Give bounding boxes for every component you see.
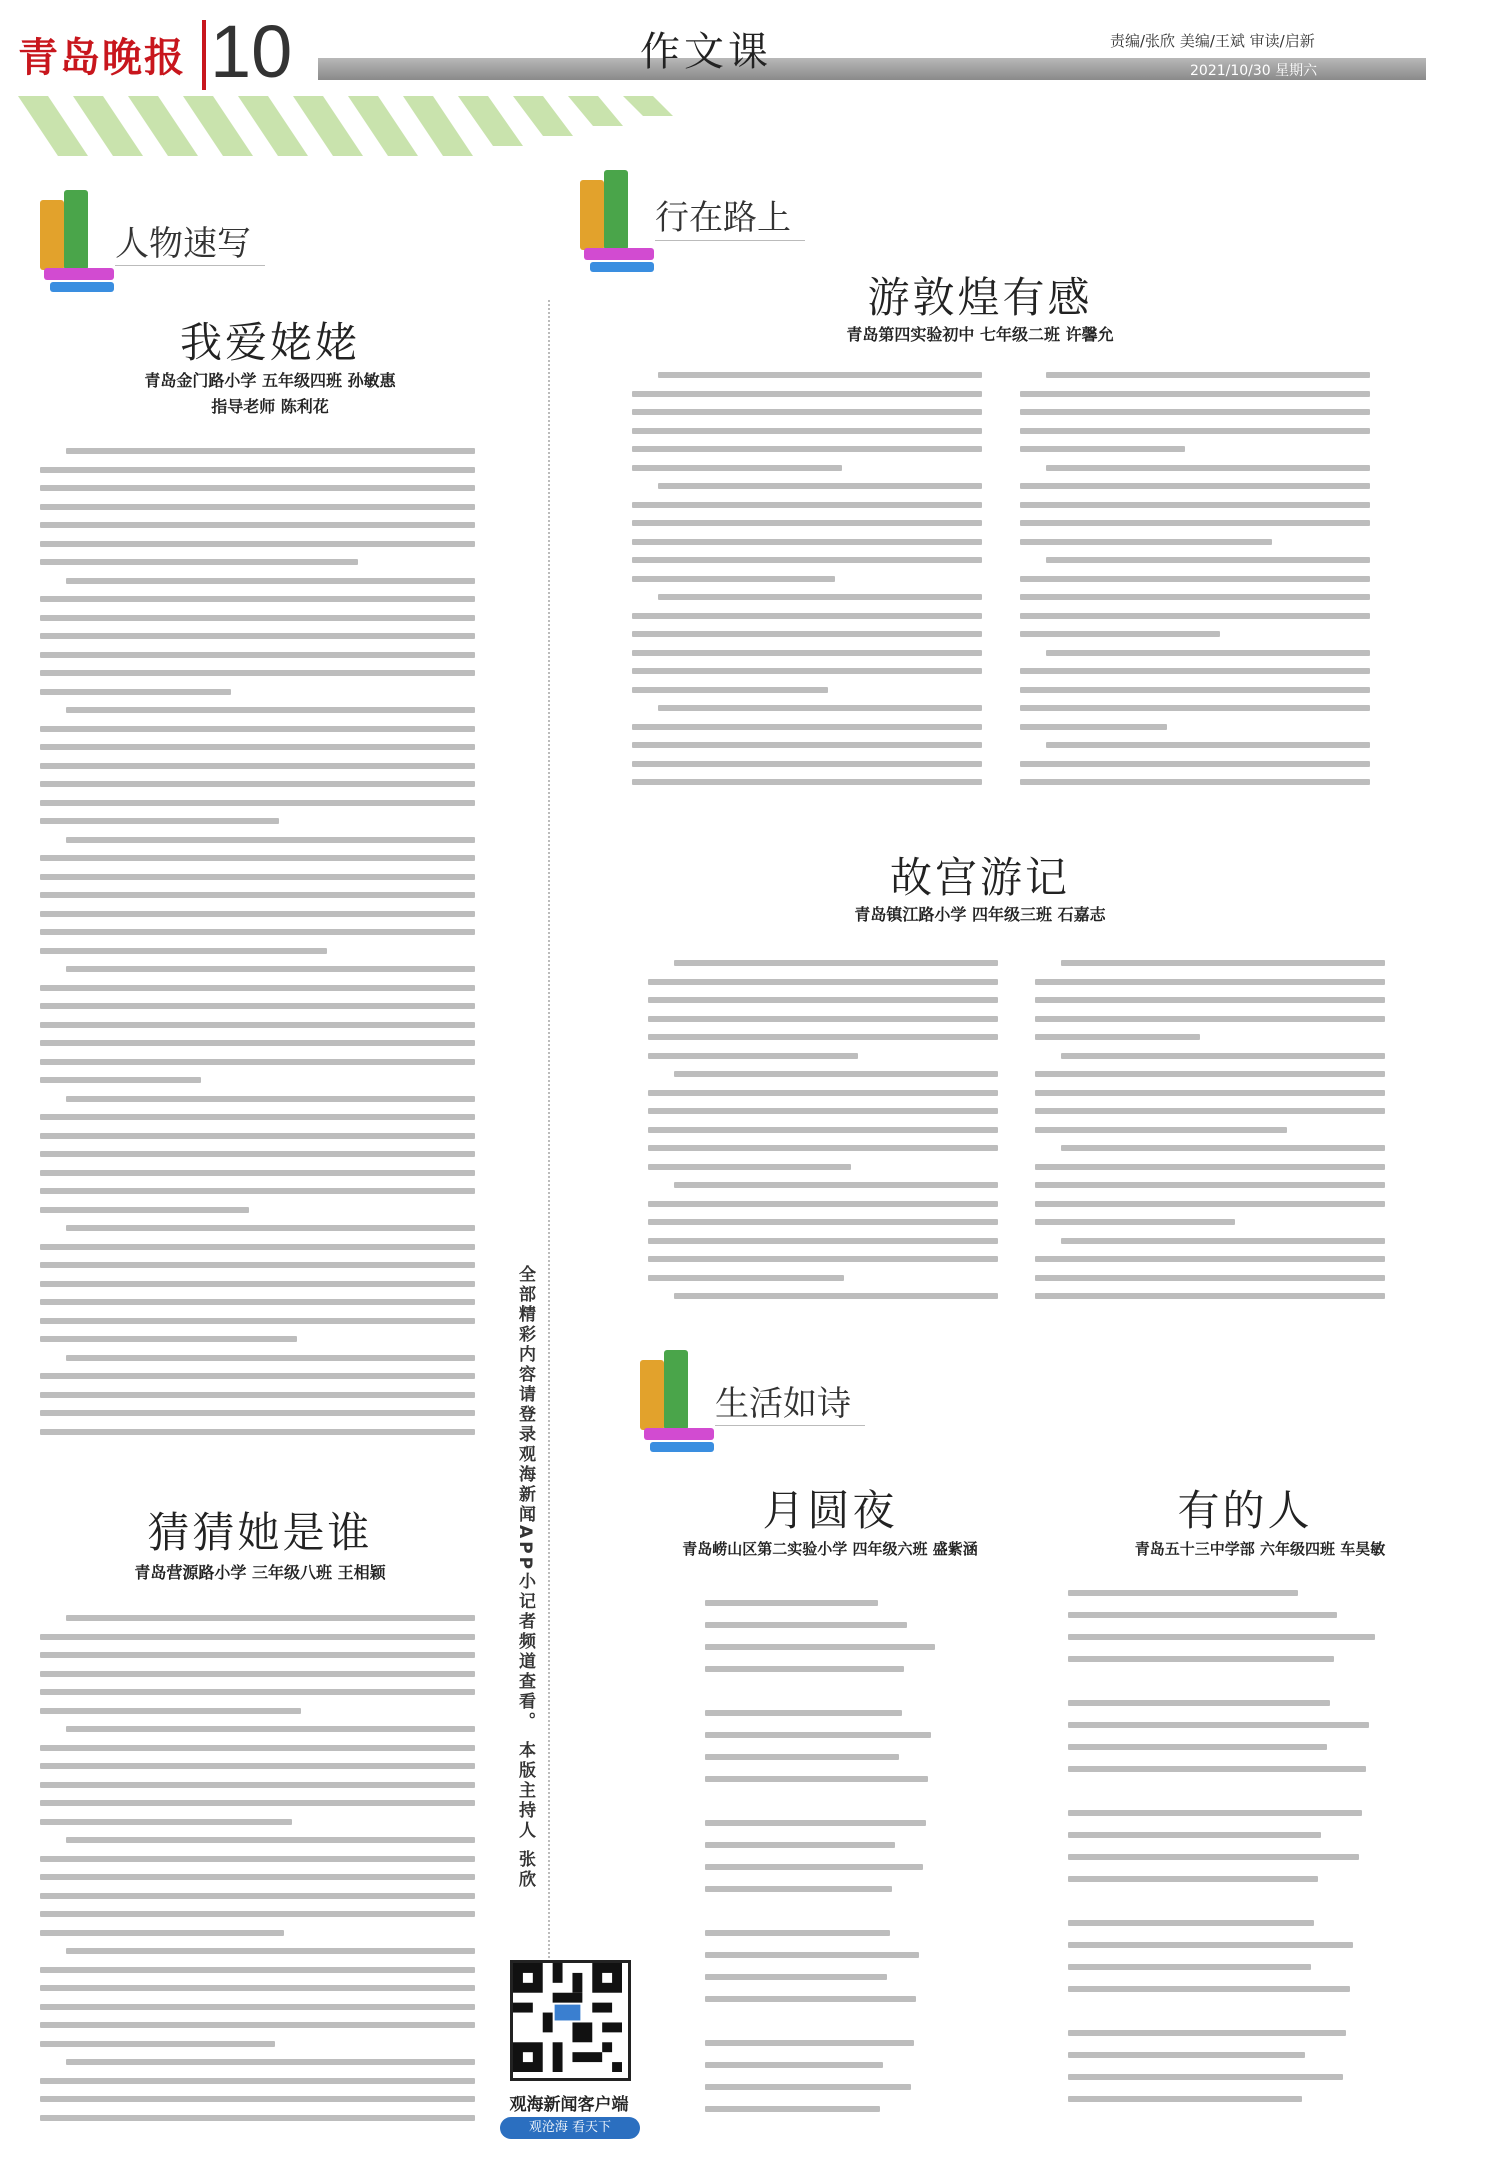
text-line — [1068, 1810, 1362, 1816]
text-line — [1035, 1293, 1385, 1299]
text-line — [1068, 1744, 1327, 1750]
text-line — [1046, 650, 1370, 656]
text-line — [40, 744, 475, 750]
text-line — [1020, 483, 1370, 489]
page-number: 10 — [210, 10, 293, 93]
book-icon — [640, 1360, 664, 1430]
text-line — [1068, 1942, 1353, 1948]
text-line — [40, 1262, 475, 1268]
text-line — [1046, 465, 1370, 471]
text-line — [66, 578, 475, 584]
app-download-button[interactable]: 观沧海 看天下 — [500, 2117, 640, 2139]
text-line — [40, 892, 475, 898]
text-line — [705, 1776, 928, 1782]
text-line — [40, 948, 327, 954]
text-line — [40, 1114, 475, 1120]
poem-body — [1068, 1590, 1388, 2130]
text-line — [1068, 2074, 1343, 2080]
text-line — [1020, 409, 1370, 415]
text-line — [1046, 372, 1370, 378]
book-icon — [604, 170, 628, 250]
text-line — [40, 2096, 475, 2102]
text-line — [40, 1022, 475, 1028]
text-line — [1020, 779, 1370, 785]
text-line — [1020, 446, 1185, 452]
newspaper-logo: 青岛晚报 — [18, 34, 186, 81]
article-byline: 青岛第四实验初中 七年级二班 许馨允 — [846, 325, 1114, 344]
section-label: 生活如诗 — [715, 1384, 851, 1424]
text-line — [40, 1782, 475, 1788]
text-line — [1020, 668, 1370, 674]
text-line — [632, 650, 982, 656]
article-title: 故宫游记 — [889, 853, 1070, 902]
book-icon — [650, 1442, 714, 1452]
text-line — [40, 689, 231, 695]
text-line — [705, 1710, 902, 1716]
text-line — [674, 960, 998, 966]
text-line — [1020, 576, 1370, 582]
text-line — [1046, 557, 1370, 563]
text-line — [632, 576, 835, 582]
article-body — [1020, 372, 1370, 792]
book-icon — [644, 1428, 714, 1440]
text-line — [1068, 1634, 1375, 1640]
text-line — [1035, 979, 1385, 985]
text-line — [1035, 1219, 1235, 1225]
text-line — [648, 1127, 998, 1133]
text-line — [40, 1299, 475, 1305]
text-line — [1068, 1766, 1366, 1772]
vertical-note: 全部精彩内容请登录观海新闻APP小记者频道查看。 本版主持人 张欣 — [515, 1265, 535, 1890]
text-line — [40, 1911, 475, 1917]
book-icon — [44, 268, 114, 280]
text-line — [632, 539, 982, 545]
text-line — [1068, 1964, 1311, 1970]
section-underline — [715, 1425, 865, 1426]
article-title: 我爱姥姥 — [179, 318, 360, 367]
text-line — [1035, 1016, 1385, 1022]
text-line — [632, 668, 982, 674]
text-line — [632, 391, 982, 397]
text-line — [40, 1800, 475, 1806]
text-line — [40, 1336, 297, 1342]
text-line — [40, 1040, 475, 1046]
text-line — [40, 1151, 475, 1157]
article-byline: 青岛营源路小学 三年级八班 王相颖 — [134, 1563, 386, 1582]
article-byline: 青岛金门路小学 五年级四班 孙敏惠 — [144, 371, 396, 390]
text-line — [1068, 1876, 1318, 1882]
text-line — [1035, 1127, 1287, 1133]
text-line — [40, 1652, 475, 1658]
book-icon — [584, 248, 654, 260]
text-line — [1068, 1832, 1321, 1838]
text-line — [648, 1219, 998, 1225]
text-line — [1068, 2096, 1302, 2102]
article-body — [648, 960, 998, 1300]
text-line — [1020, 705, 1370, 711]
article-body — [632, 372, 982, 792]
book-icon — [64, 190, 88, 270]
text-line — [1046, 742, 1370, 748]
text-line — [705, 1600, 878, 1606]
text-line — [648, 1145, 998, 1151]
text-line — [1035, 1090, 1385, 1096]
decorative-stripes — [18, 96, 778, 156]
page-section-title: 作文课 — [640, 29, 772, 75]
text-line — [1068, 1590, 1298, 1596]
text-line — [674, 1182, 998, 1188]
qr-code[interactable] — [510, 1960, 631, 2081]
text-line — [705, 1842, 895, 1848]
text-line — [632, 446, 982, 452]
text-line — [40, 2115, 475, 2121]
text-line — [648, 979, 998, 985]
text-line — [40, 541, 475, 547]
column-divider — [548, 300, 550, 2050]
book-icon — [664, 1350, 688, 1430]
text-line — [658, 594, 982, 600]
text-line — [648, 997, 998, 1003]
text-line — [648, 1275, 844, 1281]
text-line — [66, 2059, 475, 2065]
text-line — [1035, 1256, 1385, 1262]
text-line — [40, 1634, 475, 1640]
article-body — [1035, 960, 1385, 1300]
text-line — [40, 1281, 475, 1287]
book-icon — [590, 262, 654, 272]
text-line — [632, 687, 828, 693]
text-line — [40, 1745, 475, 1751]
text-line — [632, 613, 982, 619]
text-line — [705, 1644, 935, 1650]
text-line — [40, 1856, 475, 1862]
text-line — [40, 2022, 475, 2028]
text-line — [40, 1689, 475, 1695]
text-line — [632, 742, 982, 748]
text-line — [40, 1708, 301, 1714]
text-line — [632, 724, 982, 730]
text-line — [705, 1996, 916, 2002]
text-line — [1020, 594, 1370, 600]
text-line — [632, 557, 982, 563]
text-line — [40, 2004, 475, 2010]
qr-pattern-icon — [513, 1963, 622, 2072]
text-line — [1061, 1053, 1385, 1059]
text-line — [40, 929, 475, 935]
text-line — [632, 465, 842, 471]
section-badge-people — [30, 190, 270, 300]
text-line — [40, 2078, 475, 2084]
editor-credits: 责编/张欣 美编/王斌 审读/启新 — [1110, 32, 1315, 50]
text-line — [66, 1355, 475, 1361]
text-line — [40, 1059, 475, 1065]
text-line — [40, 874, 475, 880]
text-line — [40, 800, 475, 806]
text-line — [40, 985, 475, 991]
text-line — [40, 596, 475, 602]
text-line — [1035, 1071, 1385, 1077]
text-line — [705, 2062, 883, 2068]
text-line — [1020, 724, 1167, 730]
text-line — [705, 1666, 904, 1672]
text-line — [1020, 502, 1370, 508]
text-line — [1061, 960, 1385, 966]
text-line — [648, 1053, 858, 1059]
text-line — [40, 1763, 475, 1769]
text-line — [705, 1864, 923, 1870]
text-line — [40, 855, 475, 861]
text-line — [632, 779, 982, 785]
text-line — [1020, 631, 1220, 637]
text-line — [40, 1318, 475, 1324]
text-line — [40, 670, 475, 676]
text-line — [1020, 428, 1370, 434]
text-line — [1068, 1854, 1359, 1860]
text-line — [705, 1930, 890, 1936]
text-line — [40, 1819, 292, 1825]
text-line — [40, 633, 475, 639]
text-line — [632, 502, 982, 508]
text-line — [632, 409, 982, 415]
text-line — [1020, 761, 1370, 767]
text-line — [1068, 1986, 1350, 1992]
text-line — [1035, 1108, 1385, 1114]
text-line — [40, 1967, 475, 1973]
article-title: 游敦煌有感 — [867, 273, 1093, 322]
article-title: 月圆夜 — [762, 1486, 898, 1535]
text-line — [40, 1874, 475, 1880]
text-line — [66, 707, 475, 713]
article-byline: 青岛镇江路小学 四年级三班 石嘉志 — [854, 905, 1106, 924]
book-icon — [40, 200, 64, 270]
text-line — [1035, 1275, 1385, 1281]
article-title: 猜猜她是谁 — [147, 1508, 373, 1557]
article-byline: 青岛五十三中学部 六年级四班 车昊敏 — [1134, 1540, 1386, 1558]
text-line — [648, 1016, 998, 1022]
text-line — [1035, 997, 1385, 1003]
book-icon — [50, 282, 114, 292]
text-line — [40, 1170, 475, 1176]
text-line — [40, 504, 475, 510]
text-line — [632, 631, 982, 637]
text-line — [705, 1974, 887, 1980]
section-label: 行在路上 — [655, 198, 791, 238]
text-line — [66, 1837, 475, 1843]
section-label: 人物速写 — [115, 224, 251, 264]
text-line — [40, 818, 279, 824]
text-line — [705, 1952, 919, 1958]
text-line — [66, 1096, 475, 1102]
section-underline — [655, 240, 805, 241]
text-line — [648, 1238, 998, 1244]
text-line — [1035, 1164, 1385, 1170]
article-body — [40, 448, 475, 1448]
text-line — [40, 726, 475, 732]
text-line — [1068, 1656, 1334, 1662]
text-line — [1035, 1201, 1385, 1207]
text-line — [632, 761, 982, 767]
text-line — [705, 2084, 911, 2090]
text-line — [40, 1207, 249, 1213]
text-line — [40, 485, 475, 491]
text-line — [1068, 1722, 1369, 1728]
text-line — [66, 837, 475, 843]
text-line — [648, 1201, 998, 1207]
section-underline — [115, 265, 265, 266]
text-line — [40, 1077, 201, 1083]
text-line — [1061, 1145, 1385, 1151]
text-line — [40, 911, 475, 917]
text-line — [658, 483, 982, 489]
text-line — [1068, 1612, 1337, 1618]
text-line — [648, 1164, 851, 1170]
text-line — [1061, 1238, 1385, 1244]
text-line — [40, 1392, 475, 1398]
text-line — [648, 1256, 998, 1262]
text-line — [705, 2040, 914, 2046]
article-byline: 指导老师 陈利花 — [211, 397, 329, 416]
text-line — [1020, 539, 1272, 545]
text-line — [40, 1244, 475, 1250]
text-line — [40, 1133, 475, 1139]
text-line — [40, 615, 475, 621]
text-line — [66, 1225, 475, 1231]
text-line — [1035, 1182, 1385, 1188]
text-line — [705, 2106, 880, 2112]
text-line — [632, 428, 982, 434]
text-line — [40, 652, 475, 658]
text-line — [40, 1671, 475, 1677]
text-line — [40, 1985, 475, 1991]
text-line — [1068, 2052, 1305, 2058]
text-line — [674, 1293, 998, 1299]
text-line — [40, 1893, 475, 1899]
text-line — [1035, 1034, 1200, 1040]
text-line — [658, 705, 982, 711]
issue-date: 2021/10/30 星期六 — [1190, 63, 1318, 79]
text-line — [632, 520, 982, 526]
text-line — [40, 559, 358, 565]
poem-body — [705, 1600, 945, 2120]
text-line — [1068, 1700, 1330, 1706]
text-line — [40, 781, 475, 787]
text-line — [648, 1090, 998, 1096]
text-line — [705, 1622, 907, 1628]
text-line — [40, 522, 475, 528]
text-line — [66, 1615, 475, 1621]
article-title: 有的人 — [1177, 1486, 1313, 1535]
text-line — [66, 1948, 475, 1954]
qr-label: 观海新闻客户端 — [509, 2095, 629, 2115]
text-line — [66, 448, 475, 454]
text-line — [40, 467, 475, 473]
text-line — [1020, 520, 1370, 526]
text-line — [40, 1373, 475, 1379]
text-line — [705, 1886, 892, 1892]
text-line — [705, 1820, 926, 1826]
text-line — [40, 1410, 475, 1416]
text-line — [1068, 1920, 1314, 1926]
text-line — [1020, 391, 1370, 397]
text-line — [1068, 2030, 1346, 2036]
text-line — [40, 1429, 475, 1435]
text-line — [40, 763, 475, 769]
text-line — [648, 1034, 998, 1040]
article-byline: 青岛崂山区第二实验小学 四年级六班 盛紫涵 — [682, 1540, 978, 1558]
book-icon — [580, 180, 604, 250]
text-line — [66, 966, 475, 972]
masthead-divider — [202, 20, 206, 90]
text-line — [705, 1754, 899, 1760]
text-line — [1020, 687, 1370, 693]
text-line — [40, 1188, 475, 1194]
text-line — [658, 372, 982, 378]
article-body — [40, 1615, 475, 2135]
text-line — [705, 1732, 931, 1738]
text-line — [674, 1071, 998, 1077]
text-line — [1020, 613, 1370, 619]
text-line — [40, 1003, 475, 1009]
section-badge-life — [630, 1350, 870, 1460]
text-line — [66, 1726, 475, 1732]
text-line — [40, 2041, 275, 2047]
text-line — [40, 1930, 284, 1936]
section-badge-travel — [570, 170, 810, 280]
text-line — [648, 1108, 998, 1114]
